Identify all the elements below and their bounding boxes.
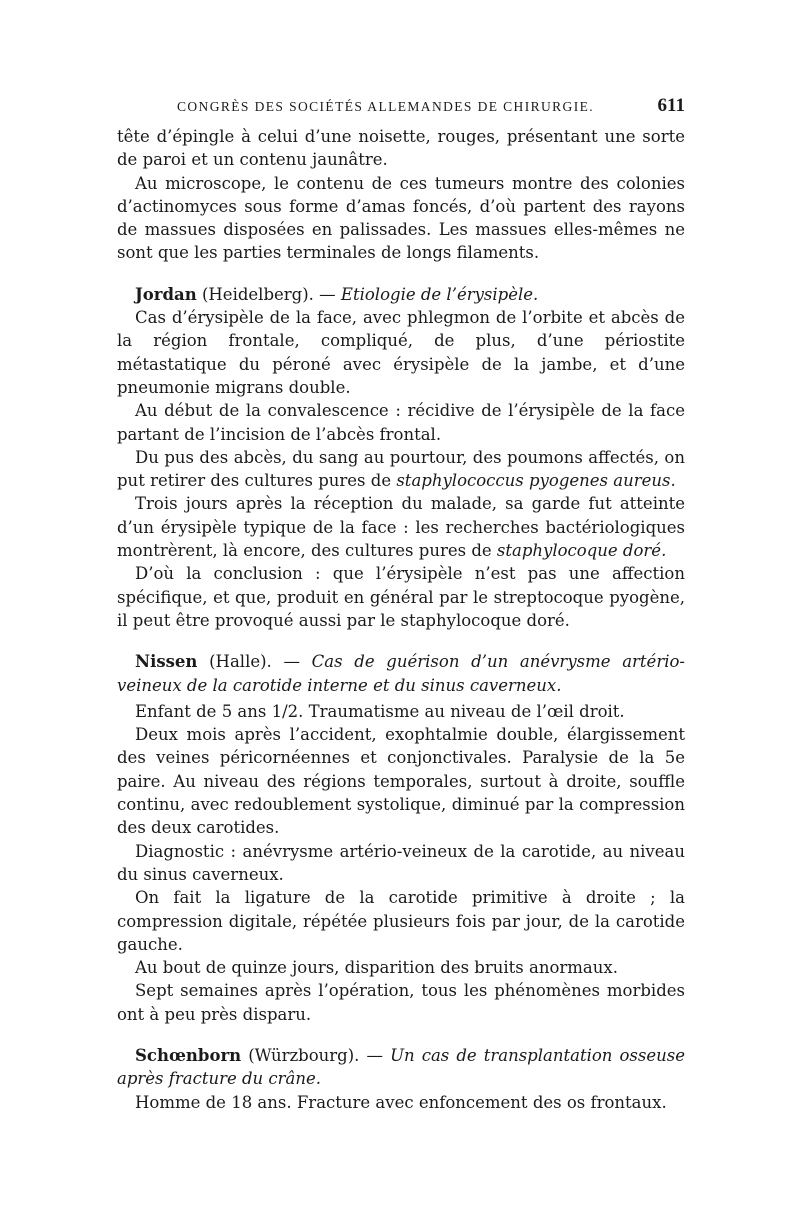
entry-title: Etiologie de l’érysipèle. [340, 284, 539, 304]
paragraph: Deux mois après l’accident, exophtalmie double, élargissement des veines péricornéennes et conjonctivales. Paralysie de la 5e paire. Au niveau des régions temporales, surtout à droite, souffle continu, avec redoublement systolique, diminué par la compression des deux carotides. [117, 725, 685, 838]
page-header [117, 95, 685, 125]
entry-heading [117, 1044, 685, 1091]
entry-schoenborn [117, 1044, 685, 1114]
paragraph [117, 492, 685, 562]
entry-nissen [117, 650, 685, 1026]
author-name: Jordan [135, 284, 197, 304]
italic-term: staphylocoque doré. [496, 541, 667, 561]
entry-jordan [117, 283, 685, 632]
paragraph: Au microscope, le contenu de ces tumeurs montre des colonies d’actinomyces sous forme d’amas foncés, d’où partent des rayons de massues disposées en palissades. Les massues elles-mêmes ne sont que les parties terminales de longs filaments. [117, 173, 685, 263]
paragraph: Homme de 18 ans. Fracture avec enfoncement des os frontaux. [135, 1092, 667, 1112]
paragraph: Sept semaines après l’opération, tous les phénomènes morbides ont à peu près disparu. [117, 981, 685, 1024]
author-place: (Halle). — [197, 652, 312, 672]
page-number: 611 [657, 95, 685, 116]
entry-heading [117, 650, 685, 697]
paragraph: tête d’épingle à celui d’une noisette, rouges, présentant une sorte de paroi et un contenu jaunâtre. [117, 127, 685, 170]
paragraph: Au début de la convalescence : récidive de l’érysipèle de la face partant de l’incision de l’abcès frontal. [117, 401, 685, 444]
author-name: Schœnborn [135, 1045, 242, 1065]
author-place: (Würzbourg). — [241, 1045, 391, 1065]
paragraph: Cas d’érysipèle de la face, avec phlegmon de l’orbite et abcès de la région frontale, compliqué, de plus, d’une périostite métastatique du péroné avec érysipèle de la jambe, et d’une pneumonie migrans double. [117, 308, 685, 397]
paragraph: Au bout de quinze jours, disparition des bruits anormaux. [135, 958, 618, 978]
italic-term: staphylococcus pyogenes aureus. [396, 471, 676, 491]
intro-section [117, 125, 685, 265]
running-head: CONGRÈS DES SOCIÉTÉS ALLEMANDES DE CHIRURGIE. [177, 99, 595, 114]
paragraph: Diagnostic : anévrysme artério-veineux de la carotide, au niveau du sinus caverneux. [117, 841, 685, 884]
author-name: Nissen [135, 652, 198, 672]
entry-title: Un cas de transplantation osseuse après fracture du crâne. [117, 1045, 685, 1089]
book-page [117, 95, 685, 1114]
paragraph: D’où la conclusion : que l’érysipèle n’est pas une affection spécifique, et que, produit en général par le streptocoque pyogène, il peut être provoqué aussi par le staphylocoque doré. [117, 564, 685, 630]
entry-heading [117, 283, 685, 306]
paragraph: Enfant de 5 ans 1/2. Traumatisme au niveau de l’œil droit. [135, 701, 625, 721]
text-run: Du pus des abcès, du sang au pourtour, des poumons affectés, on put retirer des cultures pures de [117, 447, 685, 491]
paragraph: On fait la ligature de la carotide primitive à droite ; la compression digitale, répétée plusieurs fois par jour, de la carotide gauche. [117, 888, 685, 954]
text-run: Trois jours après la réception du malade, sa garde fut atteinte d’un érysipèle typique de la face : les recherches bactériologiques montrèrent, là encore, des cultures pures de [117, 494, 685, 561]
paragraph [117, 446, 685, 493]
entry-title: Cas de guérison d’un anévrysme artério-veineux de la carotide interne et du sinus caverneux. [117, 652, 685, 695]
author-place: (Heidelberg). — [196, 284, 341, 304]
